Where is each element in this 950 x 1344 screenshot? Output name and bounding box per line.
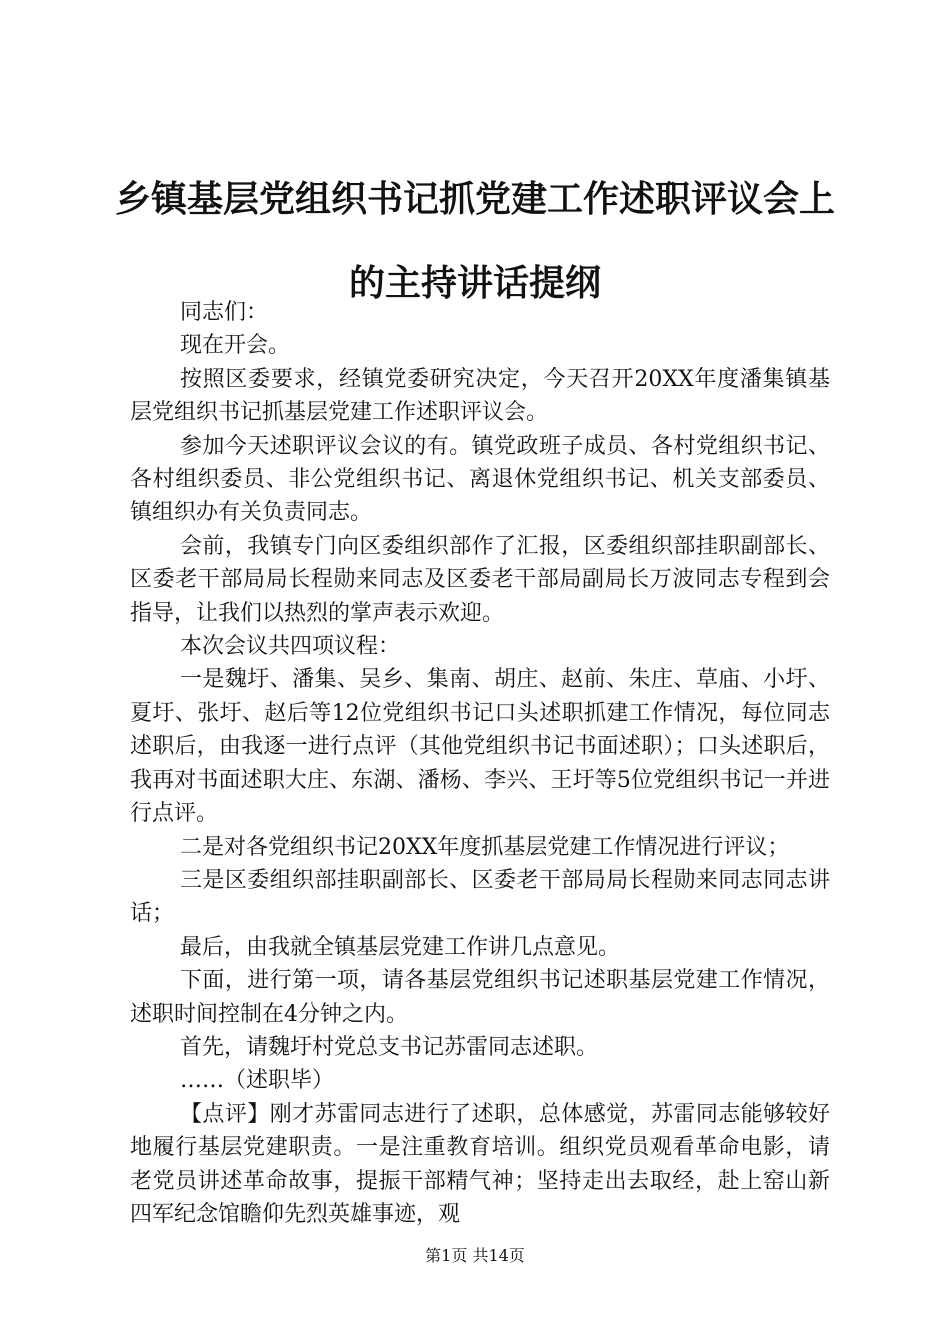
paragraph: ……（述职毕） <box>180 1068 335 1094</box>
paragraph: 【点评】刚才苏雷同志进行了述职，总体感觉，苏雷同志能够较好地履行基层党建职责。一是注重教育培训。组织党员观看革命电影，请老党员讲述革命故事，提振干部精气神；坚持走出去取经，赴上窑山新四军纪念馆瞻仰先烈英雄事迹，观 <box>130 1101 830 1227</box>
paragraph: 本次会议共四项议程： <box>180 634 401 660</box>
title-line-1: 乡镇基层党组织书记抓党建工作述职评议会上 <box>114 179 835 220</box>
paragraph: 二是对各党组织书记20XX年度抓基层党建工作情况进行评议； <box>180 834 790 860</box>
paragraph: 按照区委要求，经镇党委研究决定，今天召开20XX年度潘集镇基层党组织书记抓基层党建工作述职评议会。 <box>130 366 830 426</box>
paragraph: 三是区委组织部挂职副部长、区委老干部局局长程勋来同志同志讲话； <box>130 867 830 927</box>
paragraph: 下面，进行第一项，请各基层党组织书记述职基层党建工作情况，述职时间控制在4分钟之内。 <box>130 968 830 1027</box>
paragraph: 会前，我镇专门向区委组织部作了汇报，区委组织部挂职副部长、区委老干部局局长程勋来同志及区委老干部局副局长万波同志专程到会指导，让我们以热烈的掌声表示欢迎。 <box>130 533 830 626</box>
paragraph: 一是魏圩、潘集、吴乡、集南、胡庄、赵前、朱庄、草庙、小圩、夏圩、张圩、赵后等12位党组织书记口头述职抓建工作情况，每位同志述职后，由我逐一进行点评（其他党组织书记书面述职）；口头述职后，我再对书面述职大庄、东湖、潘杨、李兴、王圩等5位党组织书记一并进行点评。 <box>130 667 830 827</box>
paragraph: 同志们： <box>180 300 269 325</box>
paragraph: 首先，请魏圩村党总支书记苏雷同志述职。 <box>180 1034 599 1060</box>
document-body <box>130 296 830 1231</box>
paragraph: 最后，由我就全镇基层党建工作讲几点意见。 <box>180 934 621 960</box>
title-line-2: 的主持讲话提纲 <box>348 263 601 304</box>
paragraph: 参加今天述职评议会议的有。镇党政班子成员、各村党组织书记、各村组织委员、非公党组织书记、离退休党组织书记、机关支部委员、镇组织办有关负责同志。 <box>130 433 830 526</box>
paragraph: 现在开会。 <box>180 333 291 359</box>
page-footer: 第1页 共14页 <box>425 1246 525 1265</box>
